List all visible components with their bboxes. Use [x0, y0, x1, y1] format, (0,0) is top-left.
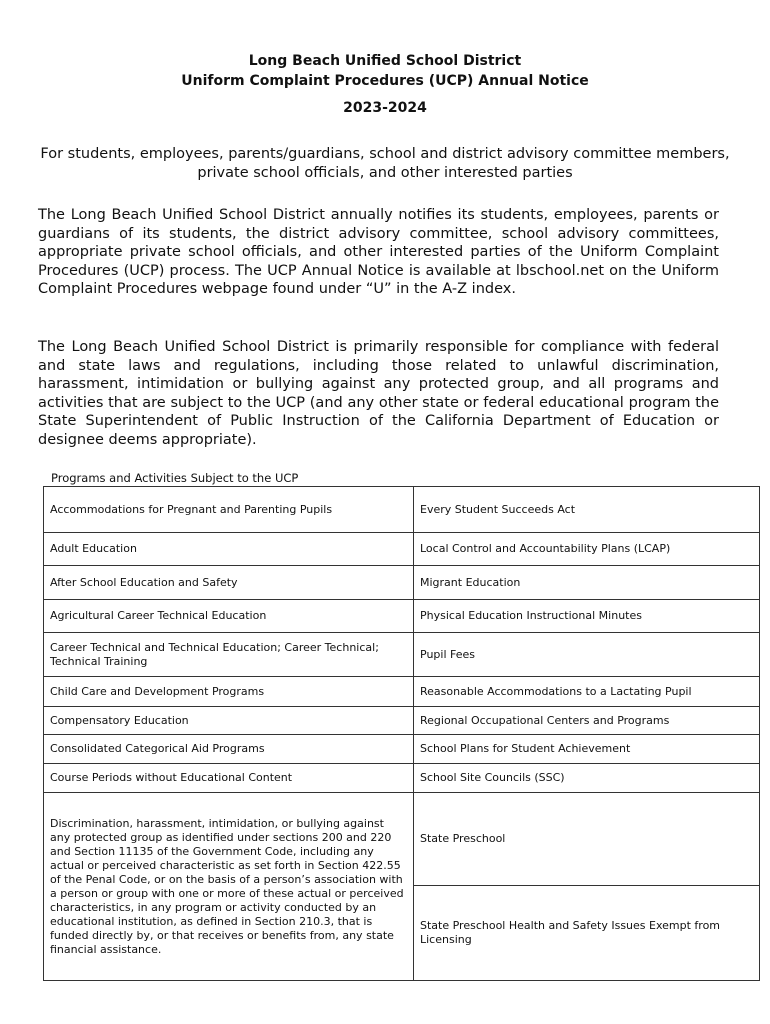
- ucp-programs-table: [43, 486, 760, 981]
- table-cell: School Plans for Student Achievement: [414, 735, 760, 764]
- table-row: [44, 600, 760, 633]
- table-cell: Compensatory Education: [44, 707, 414, 735]
- table-row: [44, 793, 760, 886]
- table-cell: State Preschool: [414, 793, 760, 886]
- table-cell: Career Technical and Technical Education; Career Technical; Technical Training: [44, 633, 414, 677]
- audience-statement: For students, employees, parents/guardians, school and district advisory committee members, private school officials, and other interested parties: [40, 146, 730, 181]
- table-cell: Agricultural Career Technical Education: [44, 600, 414, 633]
- table-cell: Child Care and Development Programs: [44, 677, 414, 707]
- table-row: [44, 707, 760, 735]
- table-row: [44, 633, 760, 677]
- notice-paragraph: The Long Beach Unified School District annually notifies its students, employees, parents or guardians of its students, the district advisory committee, school advisory committees, appropriate private school officials, and other interested parties of the Uniform Complaint Procedures (UCP) process. The UCP Annual Notice is available at lbschool.net on the Uniform Complaint Procedures webpage found under “U” in the A-Z index.: [38, 207, 719, 298]
- table-cell: After School Education and Safety: [44, 566, 414, 600]
- table-cell: Pupil Fees: [414, 633, 760, 677]
- table-cell: Local Control and Accountability Plans (LCAP): [414, 533, 760, 566]
- table-cell: Discrimination, harassment, intimidation, or bullying against any protected group as identified under sections 200 and 220 and Section 11135 of the Government Code, including any actual or perceived characteristic as set forth in Section 422.55 of the Penal Code, or on the basis of a person’s association with a person or group with one or more of these actual or perceived characteristics, in any program or activity conducted by an educational institution, as defined in Section 210.3, that is funded directly by, or that receives or benefits from, any state financial assistance.: [44, 793, 414, 981]
- table-row: [44, 533, 760, 566]
- table-cell: Adult Education: [44, 533, 414, 566]
- responsibility-paragraph: The Long Beach Unified School District is primarily responsible for compliance with federal and state laws and regulations, including those related to unlawful discrimination, harassment, intimidation or bullying against any protected group, and all programs and activities that are subject to the UCP (and any other state or federal educational program the State Superintendent of Public Instruction of the California Department of Education or designee deems appropriate).: [38, 339, 719, 448]
- table-cell: State Preschool Health and Safety Issues Exempt from Licensing: [414, 886, 760, 981]
- table-cell: Accommodations for Pregnant and Parenting Pupils: [44, 487, 414, 533]
- table-cell: Migrant Education: [414, 566, 760, 600]
- table-cell: Every Student Succeeds Act: [414, 487, 760, 533]
- table-cell: Course Periods without Educational Content: [44, 764, 414, 793]
- table-cell: Physical Education Instructional Minutes: [414, 600, 760, 633]
- table-caption: Programs and Activities Subject to the UCP: [51, 471, 299, 485]
- table-row: [44, 735, 760, 764]
- table-row: [44, 764, 760, 793]
- table-cell: Consolidated Categorical Aid Programs: [44, 735, 414, 764]
- table-cell: Reasonable Accommodations to a Lactating Pupil: [414, 677, 760, 707]
- district-name: Long Beach Unified School District: [248, 53, 522, 69]
- school-year: 2023-2024: [343, 100, 427, 116]
- notice-title: Uniform Complaint Procedures (UCP) Annual Notice: [181, 73, 589, 89]
- table-row: [44, 487, 760, 533]
- table-row: [44, 677, 760, 707]
- table-row: [44, 566, 760, 600]
- table-cell: School Site Councils (SSC): [414, 764, 760, 793]
- table-cell: Regional Occupational Centers and Programs: [414, 707, 760, 735]
